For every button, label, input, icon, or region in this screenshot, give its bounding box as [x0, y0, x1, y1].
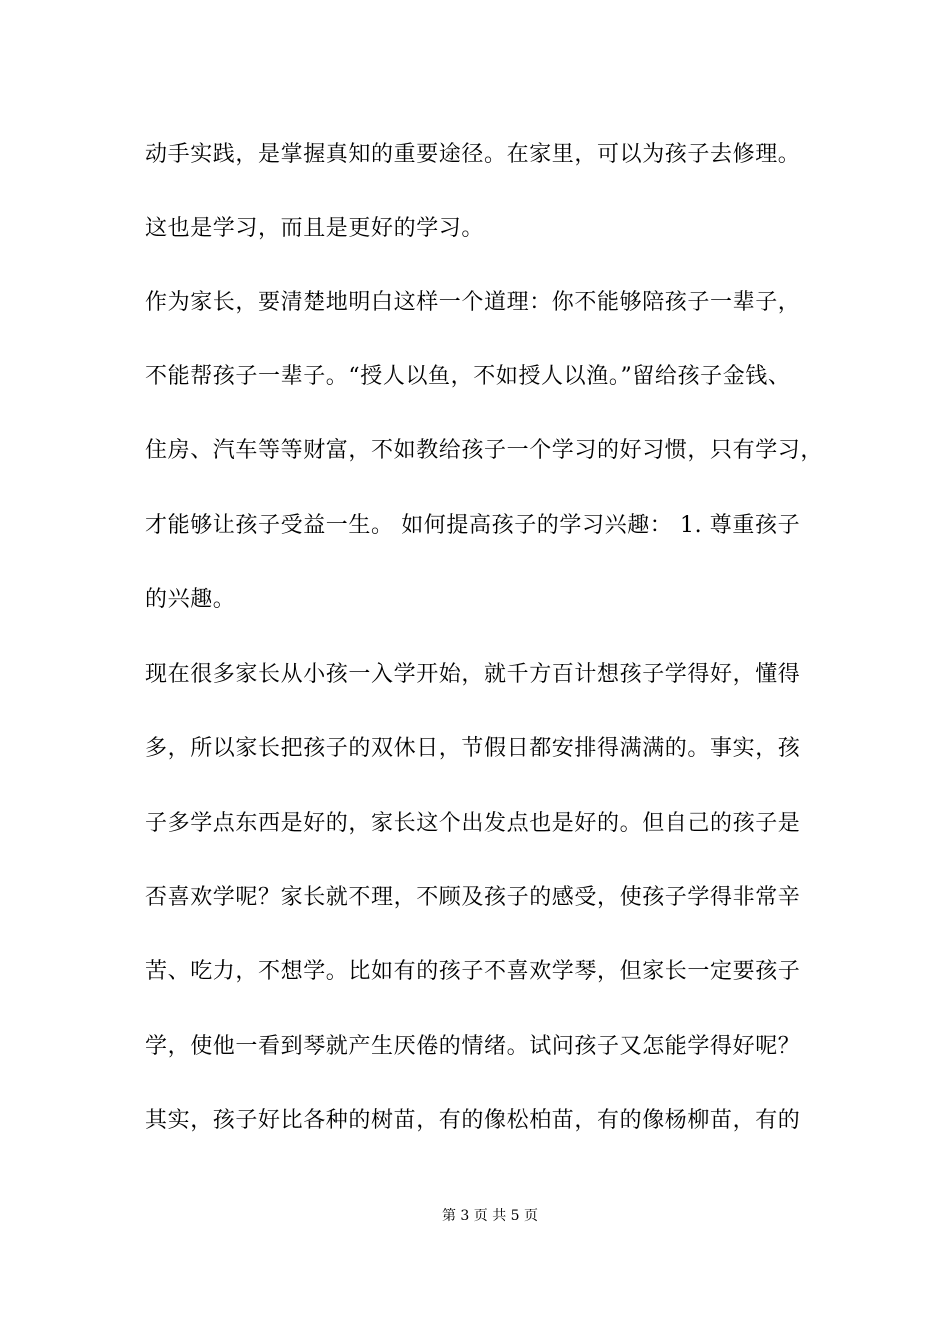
body-text-line: 作为家长，要清楚地明白这样一个道理：你不能够陪孩子一辈子， [145, 290, 801, 315]
body-text-line: 的兴趣。 [145, 587, 236, 612]
body-text-line: 其实，孩子好比各种的树苗，有的像松柏苗，有的像杨柳苗，有的 [145, 1108, 801, 1133]
body-text-line: 否喜欢学呢？家长就不理，不顾及孩子的感受，使孩子学得非常辛 [145, 885, 801, 910]
body-text-line: 现在很多家长从小孩一入学开始，就千方百计想孩子学得好，懂得 [145, 662, 801, 687]
body-text-line: 多，所以家长把孩子的双休日，节假日都安排得满满的。事实，孩 [145, 736, 801, 761]
body-text-line: 住房、汽车等等财富，不如教给孩子一个学习的好习惯，只有学习， [145, 438, 824, 463]
body-text-line: 才能够让孩子受益一生。 如何提高孩子的学习兴趣： 1. 尊重孩子 [145, 513, 801, 538]
body-text-line: 学，使他一看到琴就产生厌倦的情绪。试问孩子又怎能学得好呢？ [145, 1034, 801, 1059]
page-number-footer: 第 3 页 共 5 页 [441, 1208, 539, 1224]
body-text-line: 苦、吃力，不想学。比如有的孩子不喜欢学琴，但家长一定要孩子 [145, 959, 801, 984]
body-text-line: 这也是学习，而且是更好的学习。 [145, 216, 485, 241]
body-text-line: 不能帮孩子一辈子。“授人以鱼，不如授人以渔。”留给孩子金钱、 [145, 364, 791, 389]
body-text-line: 动手实践，是掌握真知的重要途径。在家里，可以为孩子去修理。 [145, 142, 801, 167]
body-text-line: 子多学点东西是好的，家长这个出发点也是好的。但自己的孩子是 [145, 811, 801, 836]
